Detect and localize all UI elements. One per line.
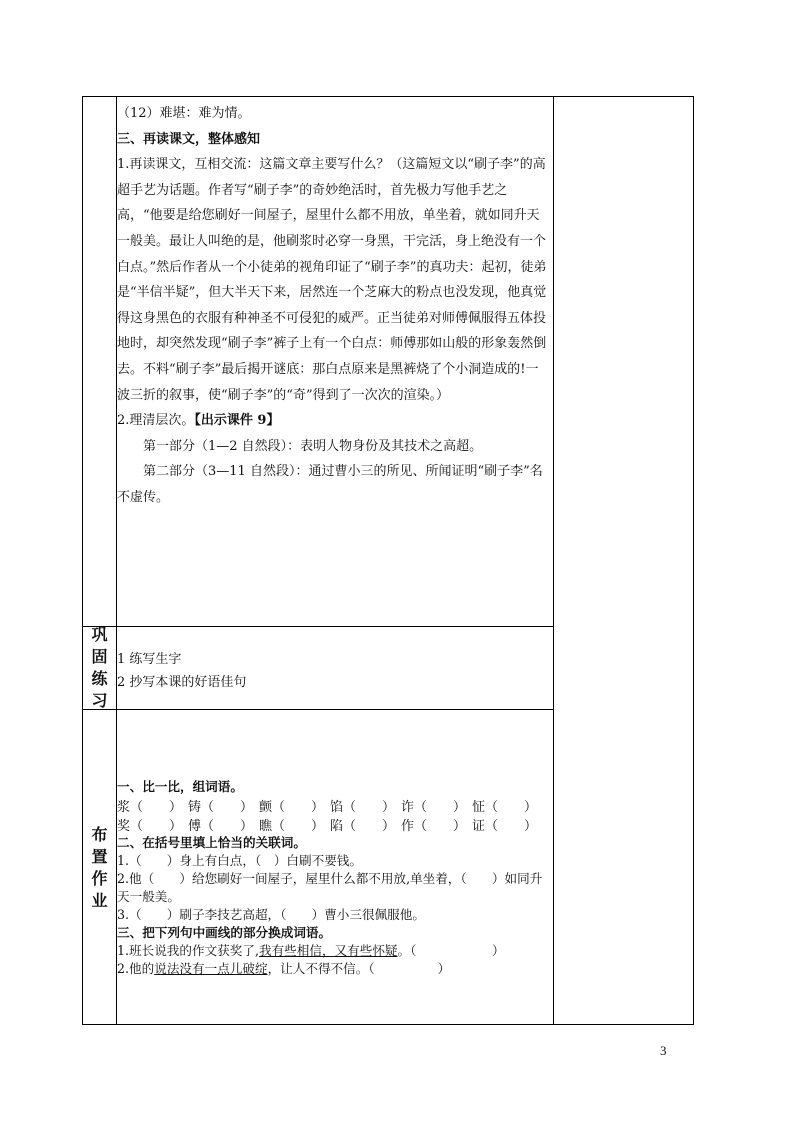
word-blank: 铸（ ） bbox=[188, 800, 254, 815]
replace-question-2: 2.他的说法没有一点儿破绽，让人不得不信。（ ） bbox=[117, 961, 451, 976]
word-blank: 陷（ ） bbox=[330, 819, 396, 834]
part-two: 第二部分（3—11 自然段）：通过曹小三的所见、所闻证明“刷子李”名不虚传。 bbox=[117, 464, 543, 505]
exercise-heading-3: 三、把下列句中画线的部分换成词语。 bbox=[117, 925, 332, 940]
word-blank: 浆（ ） bbox=[117, 800, 183, 815]
practice-section bbox=[117, 648, 549, 694]
page-number: 3 bbox=[660, 1043, 667, 1058]
section-heading: 三、再读课文，整体感知 bbox=[117, 131, 261, 147]
compare-row-2 bbox=[117, 815, 549, 834]
structure-line bbox=[117, 408, 549, 434]
underlined-phrase: 说法没有一点儿破绽 bbox=[154, 961, 268, 976]
word-blank: 瞧（ ） bbox=[259, 819, 325, 834]
column-divider-right bbox=[553, 97, 554, 1024]
row-divider-1 bbox=[83, 626, 553, 627]
word-blank: 怔（ ） bbox=[472, 800, 538, 815]
exercise-heading-2: 二、在括号里填上恰当的关联词。 bbox=[117, 835, 306, 850]
practice-label: 巩 固 练 习 bbox=[91, 624, 108, 710]
word-blank: 颤（ ） bbox=[259, 800, 325, 815]
replace-question-1: 1.班长说我的作文获奖了,我有些相信，又有些怀疑。（ ） bbox=[117, 943, 505, 958]
practice-item: 2 抄写本课的好语佳句 bbox=[117, 675, 247, 690]
conjunction-question-2: 2.他（ ）给您刷好一间屋子，屋里什么都不用放,单坐着，（ ）如同升天一般美。 bbox=[117, 871, 543, 904]
discussion-paragraph: 1.再读课文，互相交流：这篇文章主要写什么？（这篇短文以“刷子李”的高超手艺为话题。作者写“刷子李”的奇妙绝活时，首先极力写他手艺之高，“他要是给您刷好一间屋子，屋里什么都不用放，单坐着，就如同升天一般美。最让人叫绝的是，他刷浆时必穿一身黑，干完活，身上绝没有一个白点。”然后作者从一个小徒弟的视角印证了“刷子李”的真功夫：起初，徒弟是“半信半疑”，但大半天下来，居然连一个芝麻大的粉点也没发现，他真觉得这身黑色的衣服有种神圣不可侵犯的威严。正当徒弟对师傅佩服得五体投地时，却突然发现“刷子李”裤子上有一个白点：师傅那如山般的形象轰然倒去。不料“刷子李”最后揭开谜底：那白点原来是黑裤烧了个小洞造成的!一波三折的叙事，使“刷子李”的“奇”得到了一次次的渲染。） bbox=[117, 157, 547, 403]
word-blank: 作（ ） bbox=[401, 819, 467, 834]
compare-row-1 bbox=[117, 796, 549, 815]
word-blank: 傅（ ） bbox=[188, 819, 254, 834]
courseware-tag: 【出示课件 9】 bbox=[194, 413, 280, 429]
lesson-table bbox=[82, 96, 694, 1025]
homework-section bbox=[117, 778, 549, 978]
reading-section bbox=[117, 101, 549, 511]
underlined-phrase: 我有些相信，又有些怀疑 bbox=[258, 943, 398, 958]
word-blank: 馅（ ） bbox=[330, 800, 396, 815]
structure-label: 2.理清层次。 bbox=[117, 413, 195, 429]
row-divider-2 bbox=[83, 709, 553, 710]
exercise-heading-1: 一、比一比，组词语。 bbox=[117, 779, 243, 794]
word-blank: 诈（ ） bbox=[401, 800, 467, 815]
homework-label: 布 置 作 业 bbox=[91, 824, 108, 910]
word-blank: 奖（ ） bbox=[117, 819, 183, 834]
word-definition: （12）难堪：难为情。 bbox=[117, 106, 251, 121]
practice-item: 1 练写生字 bbox=[117, 652, 182, 667]
conjunction-question-3: 3.（ ）刷子李技艺高超，（ ）曹小三很佩服他。 bbox=[117, 907, 425, 922]
part-one: 第一部分（1—2 自然段）：表明人物身份及其技术之高超。 bbox=[143, 438, 483, 454]
conjunction-question-1: 1.（ ）身上有白点，（ ）白刷不要钱。 bbox=[117, 853, 362, 868]
word-blank: 证（ ） bbox=[472, 819, 538, 834]
